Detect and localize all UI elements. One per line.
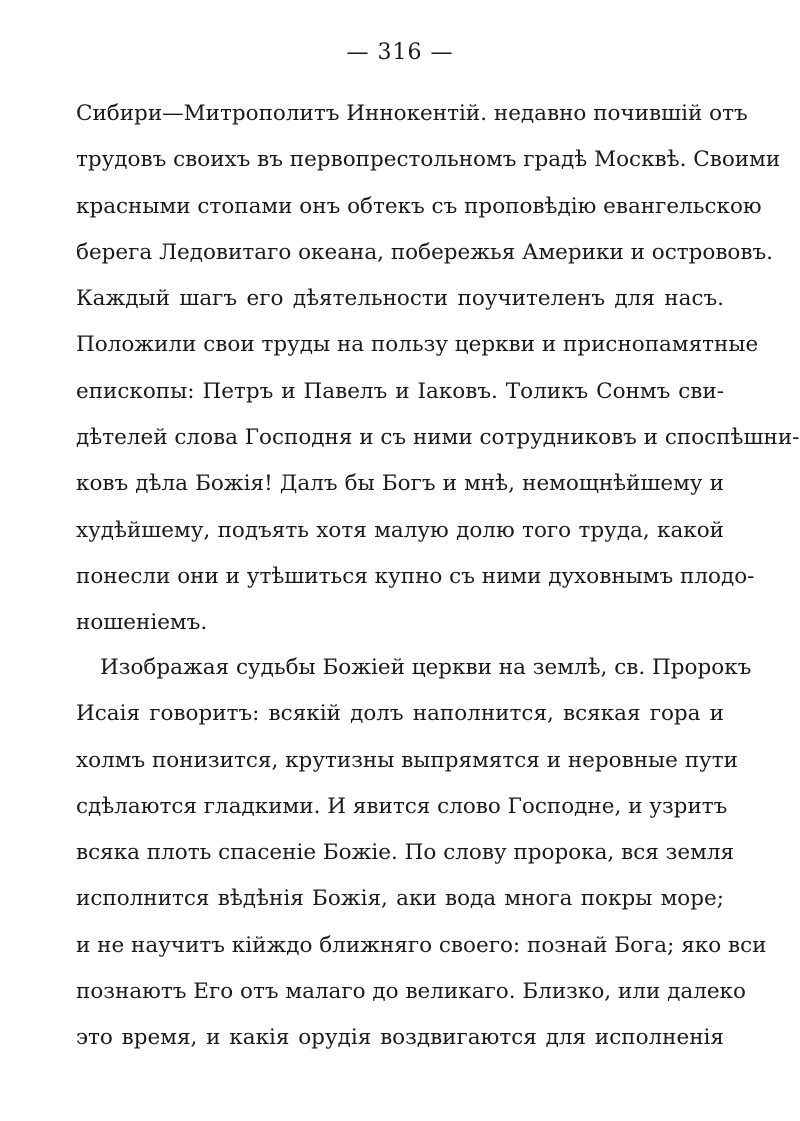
text-line: холмъ понизится, крутизны выпрямятся и неровные пути: [76, 747, 738, 773]
paragraph-2: [76, 650, 767, 1067]
text-line: познаютъ Его отъ малаго до великаго. Близко, или далеко: [76, 979, 746, 1005]
text-line: дѣтелей слова Господня и съ ними сотрудниковъ и споспѣшни-: [76, 425, 800, 451]
text-line: Каждый шагъ его дѣятельности поучителенъ для насъ.: [76, 286, 724, 312]
text-line: Изображая судьбы Божіей церкви на землѣ, св. Пророкъ: [100, 655, 752, 680]
text-line: ковъ дѣла Божія! Далъ бы Богъ и мнѣ, немощнѣйшему и: [76, 471, 724, 497]
text-line: Положили свои труды на пользу церкви и приснопамятные: [76, 332, 759, 358]
text-line: сдѣлаются гладкими. И явится слово Господне, и узритъ: [76, 793, 728, 819]
text-line: Сибири—Митрополитъ Иннокентій. недавно почившій отъ: [76, 101, 748, 126]
text-line: красными стопами онъ обтекъ съ проповѣдію евангельскою: [76, 193, 762, 219]
text-line: Исаія говоритъ: всякій долъ наполнится, всякая гора и: [76, 701, 724, 727]
text-line: всяка плоть спасеніе Божіе. По слову пророка, вся земля: [76, 840, 735, 866]
text-line: берега Ледовитаго океана, побережья Америки и острововъ.: [76, 239, 773, 265]
text-line: худѣйшему, подъять хотя малую долю того труда, какой: [76, 517, 724, 543]
page-number: — 316 —: [346, 40, 454, 65]
text-line: и не научитъ кійждо ближняго своего: познай Бога; яко вси: [76, 932, 767, 958]
text-line: это время, и какія орудія воздвигаются для исполненія: [76, 1025, 724, 1051]
text-line: епископы: Петръ и Павелъ и Іаковъ. Толикъ Сонмъ сви-: [76, 378, 724, 404]
text-line: ношеніемъ.: [76, 610, 208, 636]
text-line: понесли они и утѣшиться купно съ ними духовнымъ плодо-: [76, 563, 755, 589]
text-line: трудовъ своихъ въ первопрестольномъ градѣ Москвѣ. Своими: [76, 147, 781, 173]
paragraph-1: [76, 96, 800, 652]
text-line: исполнится вѣдѣнія Божія, аки вода многа покры море;: [76, 886, 724, 912]
